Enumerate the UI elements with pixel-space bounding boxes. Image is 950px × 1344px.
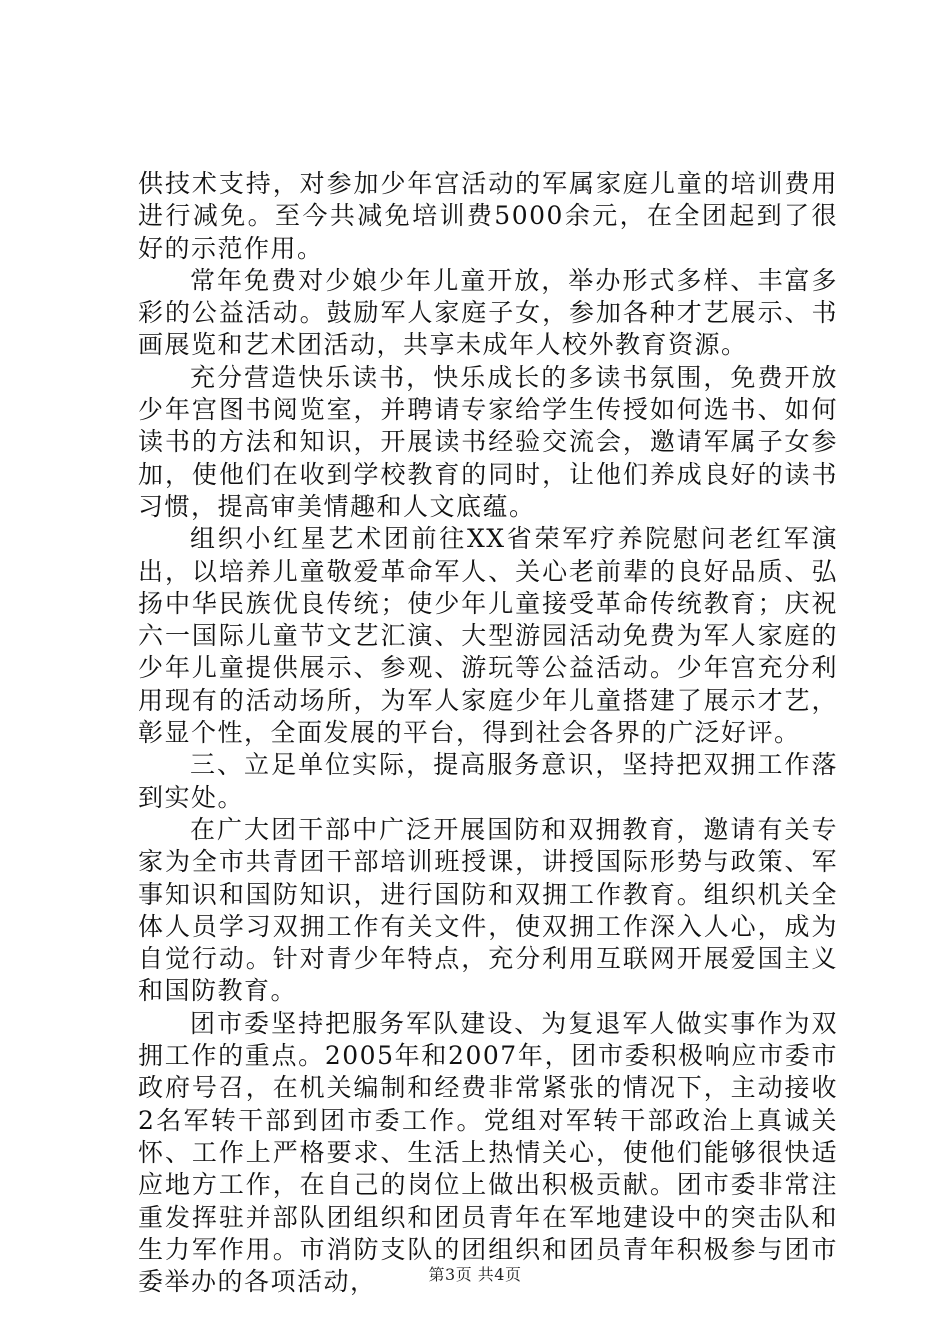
section-heading-3: 三、立足单位实际，提高服务意识，坚持把双拥工作落到实处。 [138, 750, 838, 812]
page-footer: 第3页 共4页 [428, 1265, 522, 1284]
paragraph-6: 团市委坚持把服务军队建设、为复退军人做实事作为双拥工作的重点。2005年和2007年，团市委积极响应市委市政府号召，在机关编制和经费非常紧张的情况下，主动接收2名军转干部到团市委工作。党组对军转干部政治上真诚关怀、工作上严格要求、生活上热情关心，使他们能够很快适应地方工作，在自己的岗位上做出积极贡献。团市委非常注重发挥驻并部队团组织和团员青年在军地建设中的突击队和生力军作用。市消防支队的团组织和团员青年积极参与团市委举办的各项活动， [138, 1008, 838, 1297]
document-body [138, 168, 838, 1298]
paragraph-4: 组织小红星艺术团前往XX省荣军疗养院慰问老红军演出，以培养儿童敬爱革命军人、关心老前辈的良好品质、弘扬中华民族优良传统；使少年儿童接受革命传统教育；庆祝六一国际儿童节文艺汇演、大型游园活动免费为军人家庭的少年儿童提供展示、参观、游玩等公益活动。少年宫充分利用现有的活动场所，为军人家庭少年儿童搭建了展示才艺，彰显个性，全面发展的平台，得到社会各界的广泛好评。 [138, 524, 838, 748]
paragraph-2: 常年免费对少娘少年儿童开放，举办形式多样、丰富多彩的公益活动。鼓励军人家庭子女，参加各种才艺展示、书画展览和艺术团活动，共享未成年人校外教育资源。 [138, 265, 838, 360]
paragraph-5: 在广大团干部中广泛开展国防和双拥教育，邀请有关专家为全市共青团干部培训班授课，讲授国际形势与政策、军事知识和国防知识，进行国防和双拥工作教育。组织机关全体人员学习双拥工作有关文件，使双拥工作深入人心，成为自觉行动。针对青少年特点，充分利用互联网开展爱国主义和国防教育。 [138, 814, 838, 1006]
paragraph-1: 供技术支持，对参加少年宫活动的军属家庭儿童的培训费用进行减免。至今共减免培训费5000余元，在全团起到了很好的示范作用。 [138, 169, 838, 263]
paragraph-3: 充分营造快乐读书，快乐成长的多读书氛围，免费开放少年宫图书阅览室，并聘请专家给学生传授如何选书、如何读书的方法和知识，开展读书经验交流会，邀请军属子女参加，使他们在收到学校教育的同时，让他们养成良好的读书习惯，提高审美情趣和人文底蕴。 [138, 362, 838, 521]
